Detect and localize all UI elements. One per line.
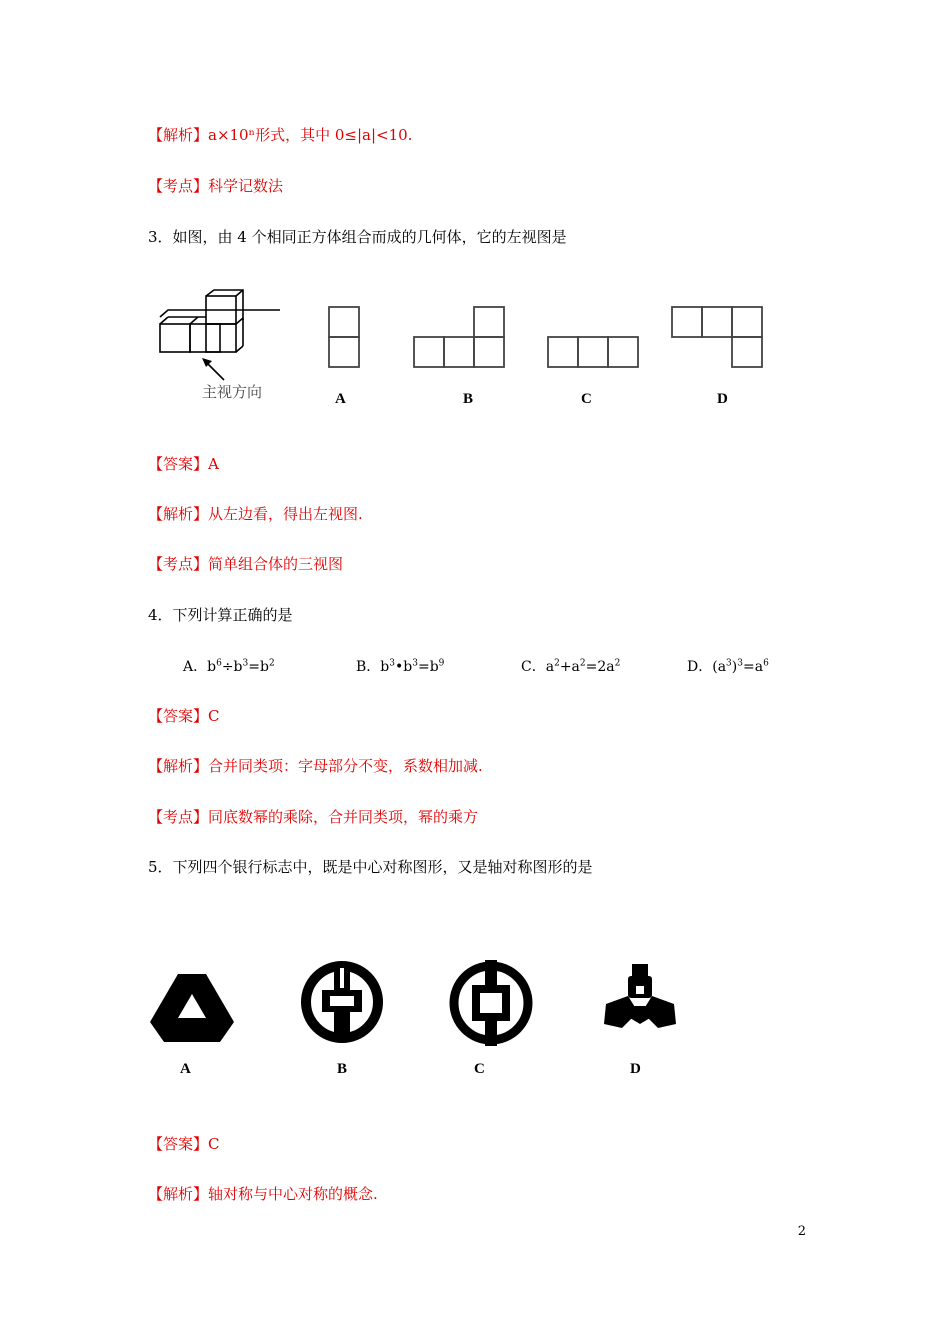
q5-option-a-label: A bbox=[180, 1061, 191, 1077]
q5-answer: 【答案】C bbox=[148, 1135, 220, 1153]
q2-analysis: 【解析】a×10ⁿ形式，其中 0≤|a|<10. bbox=[148, 126, 413, 144]
q5-logo-c-icon bbox=[446, 958, 536, 1048]
page-number: 2 bbox=[797, 1224, 806, 1239]
q4-answer: 【答案】C bbox=[148, 707, 220, 725]
q3-option-b-figure bbox=[413, 306, 509, 372]
q3-option-d-figure bbox=[671, 306, 767, 372]
q5-option-c-label: C bbox=[474, 1061, 485, 1077]
q5-logo-a-icon bbox=[148, 968, 236, 1046]
q3-answer: 【答案】A bbox=[148, 455, 219, 473]
q2-topic: 【考点】科学记数法 bbox=[148, 177, 284, 195]
q4-analysis: 【解析】合并同类项：字母部分不变，系数相加减. bbox=[148, 757, 483, 775]
q3-stem: 3．如图，由 4 个相同正方体组合而成的几何体，它的左视图是 bbox=[148, 228, 567, 246]
q3-option-a-figure bbox=[328, 306, 362, 372]
q5-option-d-label: D bbox=[630, 1061, 641, 1077]
q3-analysis: 【解析】从左边看，得出左视图. bbox=[148, 505, 363, 523]
q4-option-b: B．$b^3•b^3=b^9$ bbox=[356, 658, 445, 675]
q4-option-d: D．$(a^3)^3=a^6$ bbox=[687, 658, 769, 675]
q4-stem: 4．下列计算正确的是 bbox=[148, 606, 293, 624]
q3-option-c-figure bbox=[547, 336, 643, 372]
q3-topic: 【考点】简单组合体的三视图 bbox=[148, 555, 344, 573]
q4-topic: 【考点】同底数幂的乘除，合并同类项，幂的乘方 bbox=[148, 808, 479, 826]
q3-option-c-label: C bbox=[581, 391, 592, 407]
q5-option-b-label: B bbox=[337, 1061, 348, 1077]
q4-option-c: C．$a^2+a^2=2a^2$ bbox=[521, 658, 621, 675]
q5-logo-b-icon bbox=[300, 960, 384, 1044]
q5-stem: 5．下列四个银行标志中，既是中心对称图形，又是轴对称图形的是 bbox=[148, 858, 593, 876]
q4-option-a: A．$b^6\div b^3=b^2$ bbox=[183, 658, 275, 675]
q3-option-d-label: D bbox=[717, 391, 728, 407]
q3-fig-caption: 主视方向 bbox=[202, 383, 263, 401]
q5-analysis: 【解析】轴对称与中心对称的概念. bbox=[148, 1185, 378, 1203]
q3-option-b-label: B bbox=[463, 391, 474, 407]
q3-option-a-label: A bbox=[335, 391, 346, 407]
q5-logo-d-icon bbox=[598, 962, 682, 1036]
